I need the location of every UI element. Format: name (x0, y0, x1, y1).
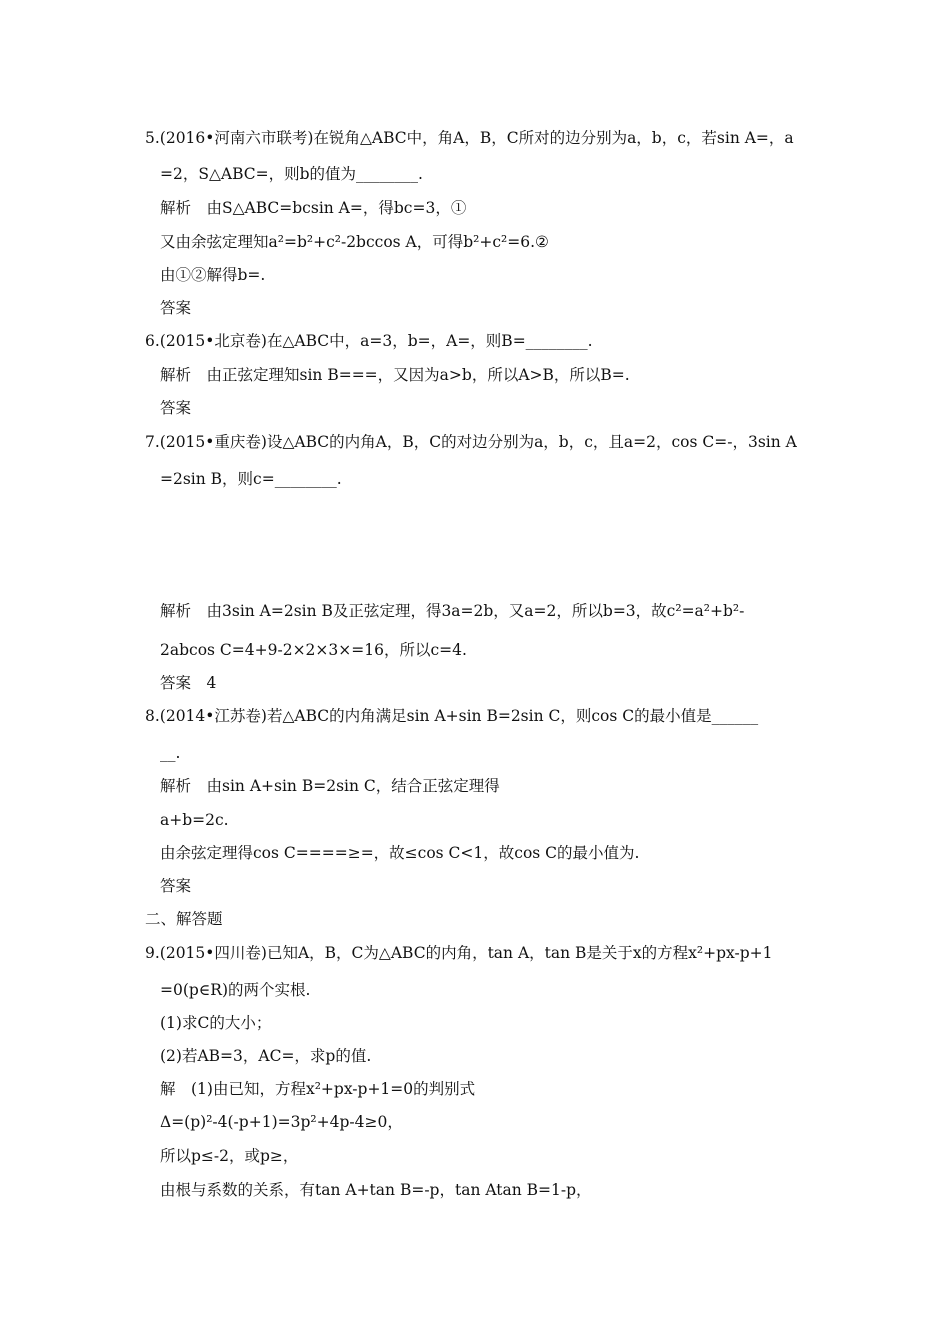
problem-5-analysis: 解析 由S△ABC=bcsin A=，得bc=3，① (160, 199, 467, 217)
problem-9-solution: 解 (1)由已知，方程x²+px-p+1=0的判别式 (160, 1080, 476, 1098)
problem-7-answer: 答案 4 (160, 674, 217, 692)
problem-9-part-2: (2)若AB=3，AC=，求p的值. (160, 1047, 372, 1065)
problem-5-analysis-3: 由①②解得b=. (160, 266, 266, 284)
problem-8-line-1: 8.(2014•江苏卷)若△ABC的内角满足sin A+sin B=2sin C，则cos C的最小值是______ (145, 707, 759, 725)
problem-6: 6.(2015•北京卷)在△ABC中，a=3，b=，A=，则B=________. (145, 332, 593, 350)
problem-7-line-1: 7.(2015•重庆卷)设△ABC的内角A，B，C的对边分别为a，b，c，且a=2，cos C=-，3sin A (145, 433, 797, 451)
problem-9-line-2: =0(p∈R)的两个实根. (160, 981, 311, 999)
problem-6-analysis: 解析 由正弦定理知sin B===，又因为a>b，所以A>B，所以B=. (160, 366, 630, 384)
problem-8-analysis-3: 由余弦定理得cos C====≥=，故≤cos C<1，故cos C的最小值为. (160, 844, 640, 862)
problem-8-analysis: 解析 由sin A+sin B=2sin C，结合正弦定理得 (160, 777, 500, 795)
problem-9-solution-3: 所以p≤-2，或p≥， (160, 1147, 299, 1165)
problem-9-solution-4: 由根与系数的关系，有tan A+tan B=-p，tan Atan B=1-p， (160, 1181, 592, 1199)
problem-7-analysis: 解析 由3sin A=2sin B及正弦定理，得3a=2b，又a=2，所以b=3，故c²=a²+b²- (160, 602, 745, 620)
problem-8-line-2: __. (160, 744, 181, 762)
problem-5-line-1: 5.(2016•河南六市联考)在锐角△ABC中，角A，B，C所对的边分别为a，b，c，若sin A=，a (145, 129, 794, 147)
problem-5-line-2: =2，S△ABC=，则b的值为________. (160, 165, 423, 183)
problem-9-part-1: (1)求C的大小； (160, 1014, 272, 1032)
problem-6-answer: 答案 (160, 399, 192, 417)
problem-5-answer: 答案 (160, 299, 192, 317)
problem-9-line-1: 9.(2015•四川卷)已知A，B，C为△ABC的内角，tan A，tan B是关于x的方程x²+px-p+1 (145, 944, 773, 962)
problem-5-analysis-2: 又由余弦定理知a²=b²+c²-2bccos A，可得b²+c²=6.② (160, 233, 549, 251)
section-heading: 二、解答题 (145, 910, 223, 928)
problem-7-line-2: =2sin B，则c=________. (160, 470, 342, 488)
problem-9-solution-2: Δ=(p)²-4(-p+1)=3p²+4p-4≥0， (160, 1113, 403, 1131)
problem-8-answer: 答案 (160, 877, 192, 895)
problem-8-analysis-2: a+b=2c. (160, 811, 229, 829)
problem-7-analysis-2: 2abcos C=4+9-2×2×3×=16，所以c=4. (160, 641, 467, 659)
